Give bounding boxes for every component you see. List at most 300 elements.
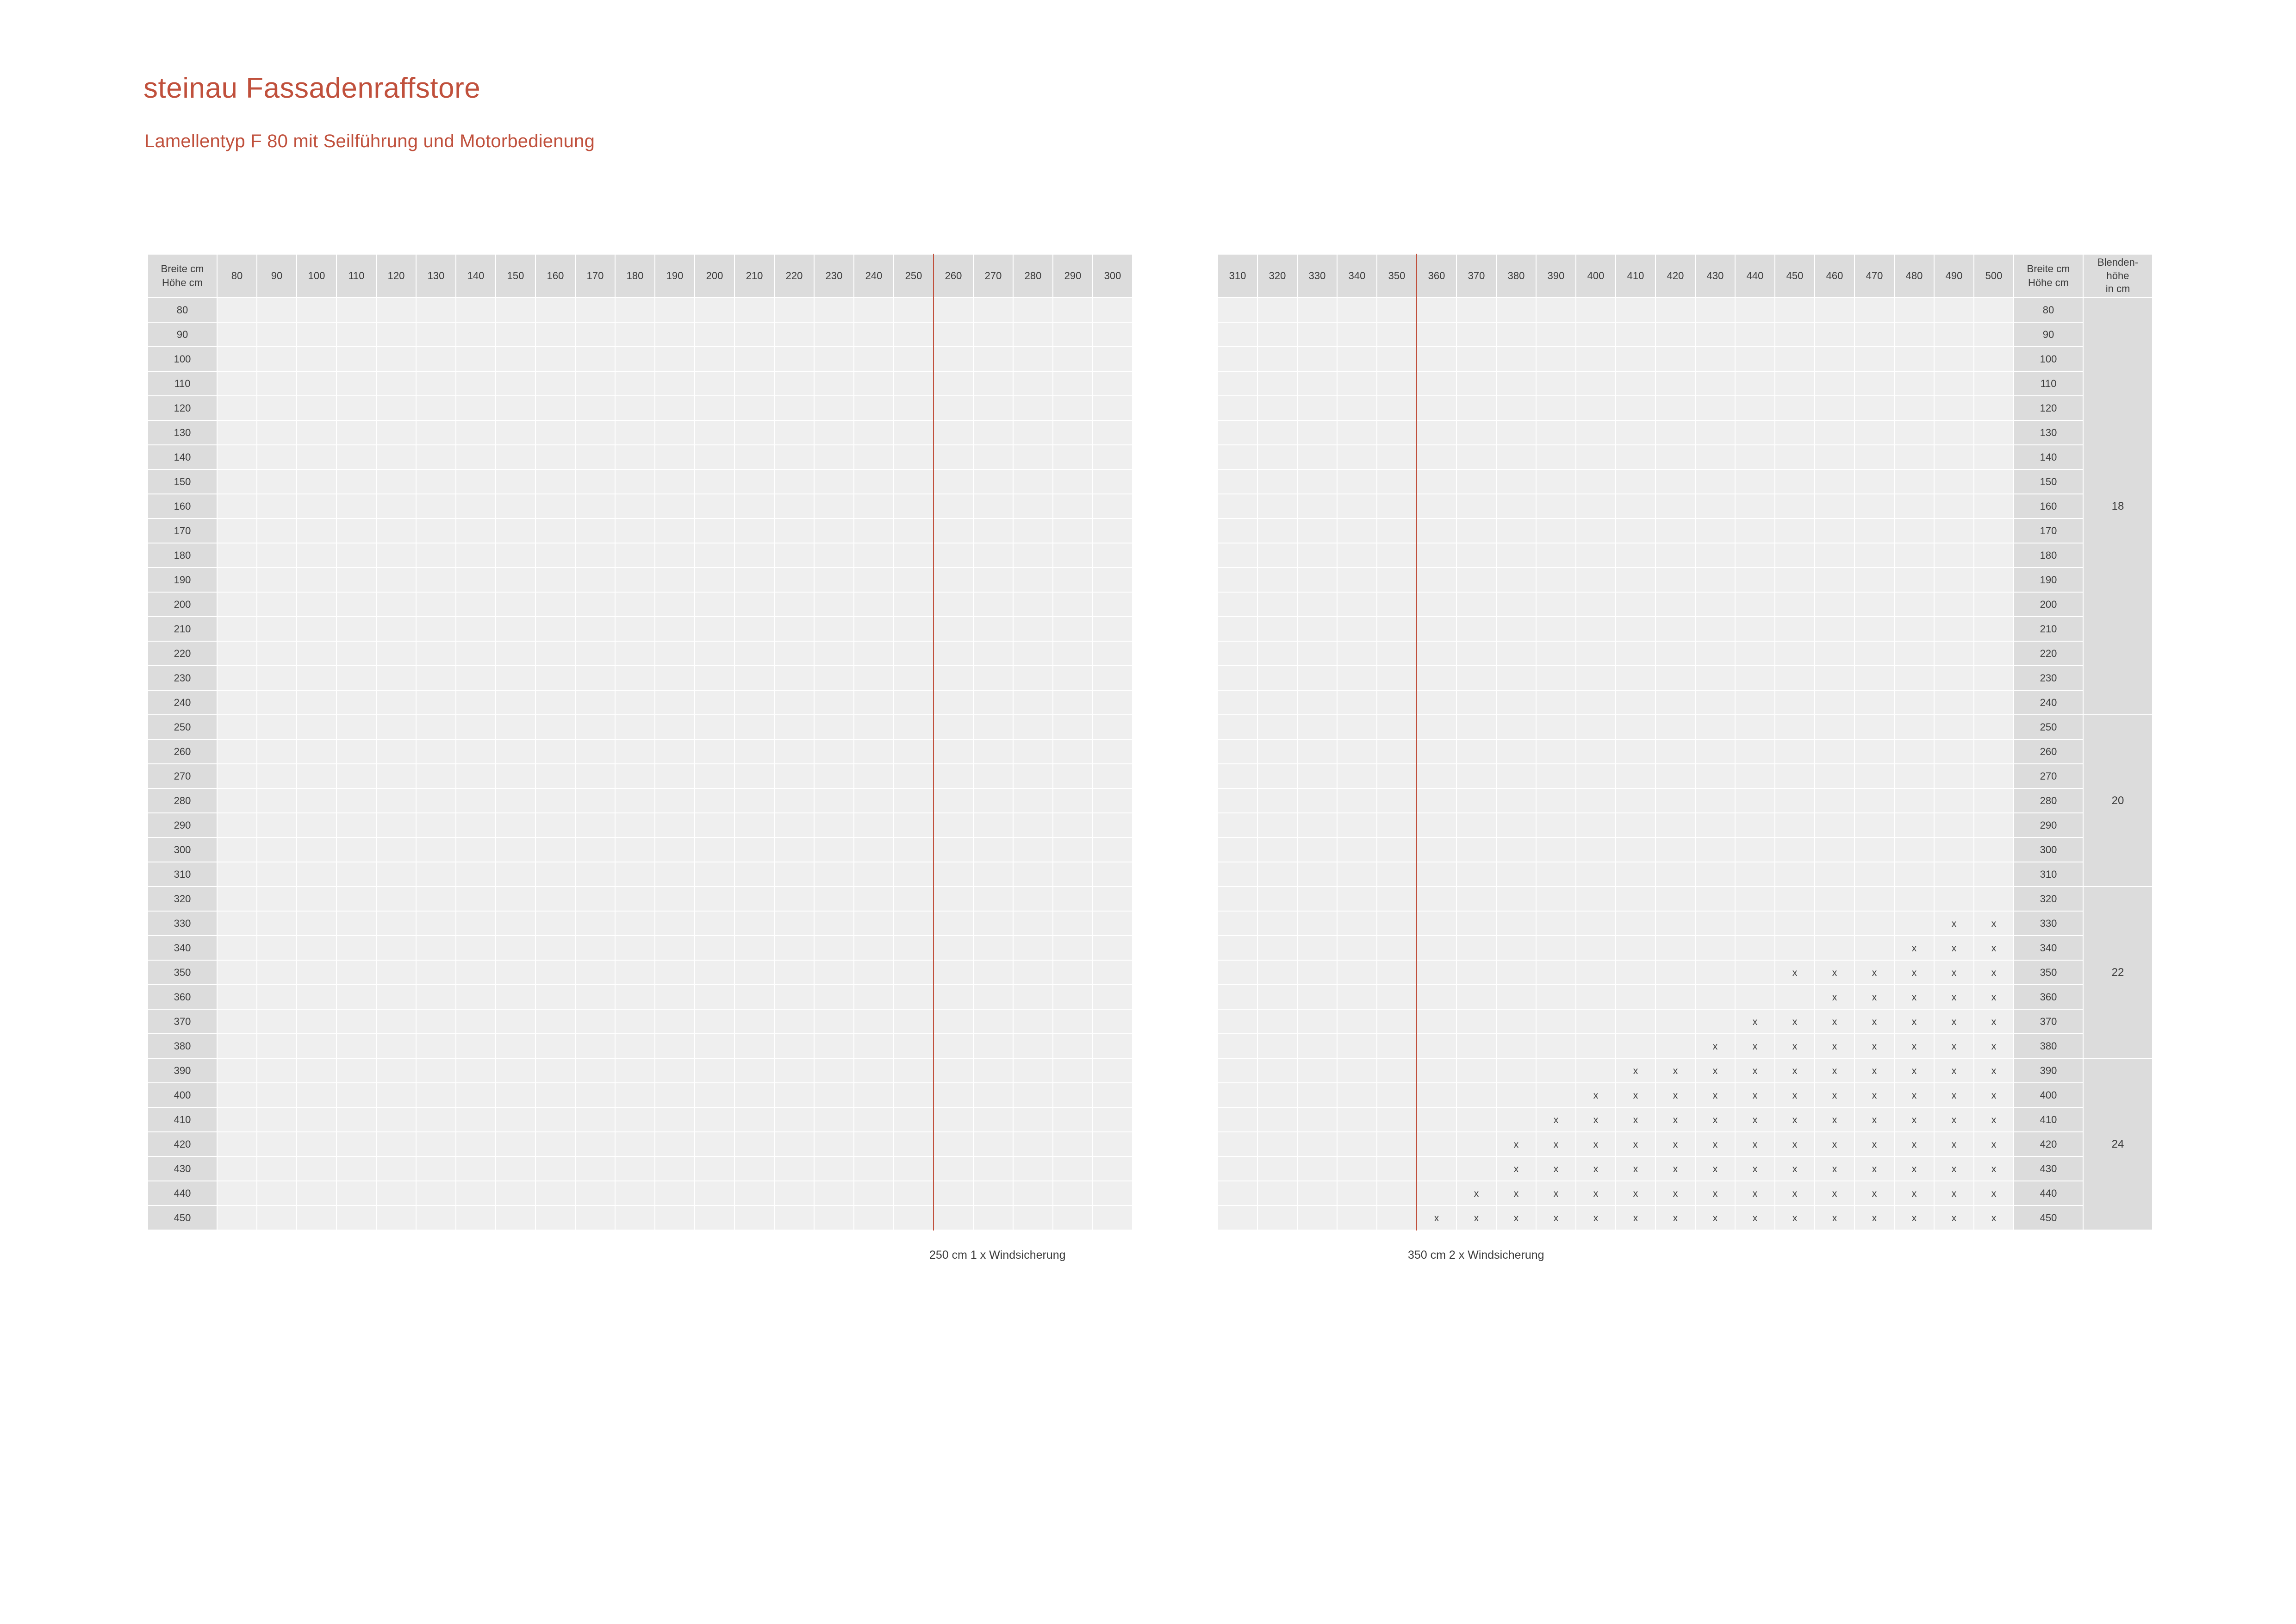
cell-140-340 [1337, 445, 1377, 469]
cell-330-110 [336, 911, 376, 936]
cell-130-450 [1775, 420, 1815, 445]
col-header-260: 260 [933, 254, 973, 298]
cell-430-270 [973, 1156, 1013, 1181]
cell-300-460 [1815, 837, 1854, 862]
mark-x: x [1593, 1212, 1599, 1224]
cell-320-170 [575, 887, 615, 911]
cell-150-190 [655, 469, 695, 494]
mark-x: x [1752, 1065, 1758, 1076]
cell-250-300 [1093, 715, 1132, 739]
cell-220-160 [535, 641, 575, 666]
cell-240-150 [496, 690, 535, 715]
table-row [1218, 1206, 2153, 1230]
cell-450-280 [1013, 1206, 1053, 1230]
col-header-150: 150 [496, 254, 535, 298]
cell-150-450 [1775, 469, 1815, 494]
row-header-290: 290 [2014, 813, 2083, 837]
cell-90-500 [1974, 322, 2014, 347]
cell-150-430 [1695, 469, 1735, 494]
cell-410-300 [1093, 1107, 1132, 1132]
cell-370-370 [1456, 1009, 1496, 1034]
cell-220-410 [1616, 641, 1655, 666]
cell-330-500 [1974, 911, 2014, 936]
table-row [1218, 1132, 2153, 1156]
cell-190-490 [1934, 568, 1974, 592]
cell-150-480 [1894, 469, 1934, 494]
cell-90-380 [1496, 322, 1536, 347]
row-header-380: 380 [148, 1034, 217, 1058]
cell-280-360 [1417, 788, 1456, 813]
cell-410-360 [1417, 1107, 1456, 1132]
cell-450-460 [1815, 1206, 1854, 1230]
cell-300-480 [1894, 837, 1934, 862]
cell-230-350 [1377, 666, 1417, 690]
cell-110-100 [297, 371, 336, 396]
cell-220-210 [734, 641, 774, 666]
cell-200-160 [535, 592, 575, 617]
cell-290-410 [1616, 813, 1655, 837]
cell-200-270 [973, 592, 1013, 617]
cell-140-80 [217, 445, 257, 469]
col-header-210: 210 [734, 254, 774, 298]
cell-350-390 [1536, 960, 1576, 985]
corner-label-hoehe: Höhe cm [162, 277, 203, 288]
cell-250-190 [655, 715, 695, 739]
cell-360-130 [416, 985, 456, 1009]
row-header-270: 270 [148, 764, 217, 788]
cell-280-160 [535, 788, 575, 813]
blende-header-line-3: in cm [2105, 283, 2130, 295]
cell-320-400 [1576, 887, 1616, 911]
cell-110-440 [1735, 371, 1775, 396]
mark-x: x [1872, 992, 1877, 1003]
cell-210-190 [655, 617, 695, 641]
cell-310-220 [774, 862, 814, 887]
table-row [148, 1058, 1132, 1083]
cell-260-500 [1974, 739, 2014, 764]
cell-310-280 [1013, 862, 1053, 887]
cell-210-350 [1377, 617, 1417, 641]
cell-380-340 [1337, 1034, 1377, 1058]
cell-420-460 [1815, 1132, 1854, 1156]
cell-290-350 [1377, 813, 1417, 837]
cell-320-330 [1297, 887, 1337, 911]
cell-190-380 [1496, 568, 1536, 592]
cell-300-410 [1616, 837, 1655, 862]
cell-220-250 [894, 641, 933, 666]
cell-230-450 [1775, 666, 1815, 690]
cell-210-300 [1093, 617, 1132, 641]
table-row [1218, 518, 2153, 543]
cell-430-390 [1536, 1156, 1576, 1181]
cell-150-470 [1854, 469, 1894, 494]
col-header-140: 140 [456, 254, 496, 298]
cell-410-120 [376, 1107, 416, 1132]
cell-120-320 [1257, 396, 1297, 420]
cell-240-380 [1496, 690, 1536, 715]
cell-340-90 [257, 936, 297, 960]
cell-250-270 [973, 715, 1013, 739]
cell-440-480 [1894, 1181, 1934, 1206]
mark-x: x [1553, 1163, 1559, 1174]
cell-160-470 [1854, 494, 1894, 518]
cell-420-410 [1616, 1132, 1655, 1156]
row-header-310: 310 [2014, 862, 2083, 887]
col-header-370: 370 [1456, 254, 1496, 298]
cell-440-270 [973, 1181, 1013, 1206]
cell-220-120 [376, 641, 416, 666]
cell-320-250 [894, 887, 933, 911]
corner-label-breite: Breite cm [2027, 263, 2070, 275]
cell-110-210 [734, 371, 774, 396]
cell-150-490 [1934, 469, 1974, 494]
col-header-400: 400 [1576, 254, 1616, 298]
cell-110-270 [973, 371, 1013, 396]
cell-410-410 [1616, 1107, 1655, 1132]
cell-260-160 [535, 739, 575, 764]
cell-100-270 [973, 347, 1013, 371]
cell-230-490 [1934, 666, 1974, 690]
cell-160-350 [1377, 494, 1417, 518]
cell-390-170 [575, 1058, 615, 1083]
cell-330-330 [1297, 911, 1337, 936]
cell-400-290 [1053, 1083, 1093, 1107]
cell-340-290 [1053, 936, 1093, 960]
cell-80-80 [217, 298, 257, 322]
cell-130-350 [1377, 420, 1417, 445]
cell-420-120 [376, 1132, 416, 1156]
table-row [148, 494, 1132, 518]
cell-140-470 [1854, 445, 1894, 469]
cell-340-500 [1974, 936, 2014, 960]
cell-430-230 [814, 1156, 854, 1181]
cell-370-380 [1496, 1009, 1536, 1034]
cell-360-330 [1297, 985, 1337, 1009]
cell-360-460 [1815, 985, 1854, 1009]
cell-330-300 [1093, 911, 1132, 936]
cell-270-150 [496, 764, 535, 788]
cell-450-150 [496, 1206, 535, 1230]
cell-370-470 [1854, 1009, 1894, 1034]
cell-220-460 [1815, 641, 1854, 666]
cell-190-300 [1093, 568, 1132, 592]
cell-140-250 [894, 445, 933, 469]
cell-380-360 [1417, 1034, 1456, 1058]
cell-420-430 [1695, 1132, 1735, 1156]
cell-410-480 [1894, 1107, 1934, 1132]
cell-260-300 [1093, 739, 1132, 764]
cell-420-320 [1257, 1132, 1297, 1156]
cell-400-270 [973, 1083, 1013, 1107]
mark-x: x [1712, 1090, 1718, 1101]
cell-110-310 [1218, 371, 1257, 396]
cell-380-250 [894, 1034, 933, 1058]
cell-320-290 [1053, 887, 1093, 911]
table-row [148, 592, 1132, 617]
cell-280-320 [1257, 788, 1297, 813]
cell-200-360 [1417, 592, 1456, 617]
cell-380-170 [575, 1034, 615, 1058]
cell-450-360 [1417, 1206, 1456, 1230]
cell-300-90 [257, 837, 297, 862]
cell-440-150 [496, 1181, 535, 1206]
cell-300-180 [615, 837, 655, 862]
cell-370-180 [615, 1009, 655, 1034]
cell-100-400 [1576, 347, 1616, 371]
cell-310-190 [655, 862, 695, 887]
cell-370-450 [1775, 1009, 1815, 1034]
cell-270-210 [734, 764, 774, 788]
cell-430-150 [496, 1156, 535, 1181]
cell-210-470 [1854, 617, 1894, 641]
cell-310-260 [933, 862, 973, 887]
cell-130-260 [933, 420, 973, 445]
cell-230-170 [575, 666, 615, 690]
table-row [1218, 568, 2153, 592]
row-header-170: 170 [148, 518, 217, 543]
cell-150-320 [1257, 469, 1297, 494]
cell-260-240 [854, 739, 894, 764]
row-header-100: 100 [148, 347, 217, 371]
cell-100-100 [297, 347, 336, 371]
cell-370-430 [1695, 1009, 1735, 1034]
cell-290-490 [1934, 813, 1974, 837]
cell-370-290 [1053, 1009, 1093, 1034]
mark-x: x [1951, 1163, 1957, 1174]
cell-160-80 [217, 494, 257, 518]
cell-260-110 [336, 739, 376, 764]
col-header-360: 360 [1417, 254, 1456, 298]
table-row [1218, 445, 2153, 469]
col-header-380: 380 [1496, 254, 1536, 298]
cell-190-440 [1735, 568, 1775, 592]
cell-330-190 [655, 911, 695, 936]
cell-180-200 [695, 543, 734, 568]
mark-x: x [1752, 1188, 1758, 1199]
mark-x: x [1792, 1041, 1798, 1052]
cell-90-330 [1297, 322, 1337, 347]
cell-90-120 [376, 322, 416, 347]
col-header-410: 410 [1616, 254, 1655, 298]
cell-120-230 [814, 396, 854, 420]
cell-310-470 [1854, 862, 1894, 887]
cell-110-120 [376, 371, 416, 396]
cell-90-340 [1337, 322, 1377, 347]
cell-200-80 [217, 592, 257, 617]
cell-320-150 [496, 887, 535, 911]
mark-x: x [1752, 1041, 1758, 1052]
cell-300-150 [496, 837, 535, 862]
cell-100-350 [1377, 347, 1417, 371]
cell-200-330 [1297, 592, 1337, 617]
cell-440-310 [1218, 1181, 1257, 1206]
table-row [1218, 298, 2153, 322]
cell-210-450 [1775, 617, 1815, 641]
table-row [148, 1156, 1132, 1181]
cell-140-170 [575, 445, 615, 469]
cell-280-400 [1576, 788, 1616, 813]
cell-310-500 [1974, 862, 2014, 887]
cell-340-150 [496, 936, 535, 960]
cell-190-80 [217, 568, 257, 592]
cell-230-390 [1536, 666, 1576, 690]
cell-450-190 [655, 1206, 695, 1230]
cell-440-290 [1053, 1181, 1093, 1206]
cell-360-340 [1337, 985, 1377, 1009]
cell-250-150 [496, 715, 535, 739]
cell-300-80 [217, 837, 257, 862]
cell-220-470 [1854, 641, 1894, 666]
cell-410-450 [1775, 1107, 1815, 1132]
mark-x: x [1633, 1163, 1638, 1174]
cell-250-370 [1456, 715, 1496, 739]
cell-230-90 [257, 666, 297, 690]
cell-220-390 [1536, 641, 1576, 666]
cell-290-430 [1695, 813, 1735, 837]
mark-x: x [1951, 1041, 1957, 1052]
cell-290-180 [615, 813, 655, 837]
cell-440-300 [1093, 1181, 1132, 1206]
cell-120-190 [655, 396, 695, 420]
row-header-230: 230 [2014, 666, 2083, 690]
cell-250-220 [774, 715, 814, 739]
cell-150-390 [1536, 469, 1576, 494]
table-row [148, 887, 1132, 911]
cell-240-330 [1297, 690, 1337, 715]
cell-260-480 [1894, 739, 1934, 764]
cell-100-470 [1854, 347, 1894, 371]
cell-190-370 [1456, 568, 1496, 592]
table-row [148, 739, 1132, 764]
cell-120-420 [1655, 396, 1695, 420]
cell-360-490 [1934, 985, 1974, 1009]
cell-400-140 [456, 1083, 496, 1107]
cell-270-300 [1093, 764, 1132, 788]
cell-270-330 [1297, 764, 1337, 788]
cell-440-130 [416, 1181, 456, 1206]
cell-140-360 [1417, 445, 1456, 469]
cell-110-280 [1013, 371, 1053, 396]
cell-80-350 [1377, 298, 1417, 322]
cell-160-340 [1337, 494, 1377, 518]
cell-190-350 [1377, 568, 1417, 592]
cell-200-120 [376, 592, 416, 617]
cell-120-270 [973, 396, 1013, 420]
cell-240-230 [814, 690, 854, 715]
cell-410-420 [1655, 1107, 1695, 1132]
cell-410-130 [416, 1107, 456, 1132]
mark-x: x [1951, 1016, 1957, 1027]
cell-260-420 [1655, 739, 1695, 764]
mark-x: x [1593, 1114, 1599, 1125]
cell-380-220 [774, 1034, 814, 1058]
cell-280-210 [734, 788, 774, 813]
cell-90-440 [1735, 322, 1775, 347]
cell-300-320 [1257, 837, 1297, 862]
cell-140-160 [535, 445, 575, 469]
cell-260-210 [734, 739, 774, 764]
mark-x: x [1792, 1090, 1798, 1101]
cell-390-200 [695, 1058, 734, 1083]
cell-340-330 [1297, 936, 1337, 960]
cell-280-350 [1377, 788, 1417, 813]
cell-200-420 [1655, 592, 1695, 617]
cell-260-360 [1417, 739, 1456, 764]
cell-410-250 [894, 1107, 933, 1132]
cell-80-490 [1934, 298, 1974, 322]
mark-x: x [1513, 1163, 1519, 1174]
cell-300-270 [973, 837, 1013, 862]
cell-230-230 [814, 666, 854, 690]
cell-290-160 [535, 813, 575, 837]
cell-150-280 [1013, 469, 1053, 494]
cell-220-100 [297, 641, 336, 666]
cell-140-300 [1093, 445, 1132, 469]
table-row [1218, 936, 2153, 960]
cell-150-410 [1616, 469, 1655, 494]
cell-340-270 [973, 936, 1013, 960]
cell-450-270 [973, 1206, 1013, 1230]
cell-190-160 [535, 568, 575, 592]
table-row [1218, 715, 2153, 739]
col-header-80: 80 [217, 254, 257, 298]
cell-220-90 [257, 641, 297, 666]
cell-440-210 [734, 1181, 774, 1206]
cell-270-470 [1854, 764, 1894, 788]
cell-180-230 [814, 543, 854, 568]
cell-370-350 [1377, 1009, 1417, 1034]
cell-330-210 [734, 911, 774, 936]
cell-390-80 [217, 1058, 257, 1083]
mark-x: x [1832, 1016, 1837, 1027]
mark-x: x [1832, 1065, 1837, 1076]
row-header-370: 370 [2014, 1009, 2083, 1034]
cell-230-120 [376, 666, 416, 690]
cell-150-290 [1053, 469, 1093, 494]
cell-400-450 [1775, 1083, 1815, 1107]
cell-430-210 [734, 1156, 774, 1181]
cell-90-390 [1536, 322, 1576, 347]
cell-350-230 [814, 960, 854, 985]
cell-250-460 [1815, 715, 1854, 739]
cell-200-260 [933, 592, 973, 617]
cell-230-130 [416, 666, 456, 690]
row-header-210: 210 [148, 617, 217, 641]
cell-440-420 [1655, 1181, 1695, 1206]
cell-410-340 [1337, 1107, 1377, 1132]
cell-100-210 [734, 347, 774, 371]
cell-400-330 [1297, 1083, 1337, 1107]
cell-330-420 [1655, 911, 1695, 936]
cell-130-420 [1655, 420, 1695, 445]
cell-110-130 [416, 371, 456, 396]
cell-250-180 [615, 715, 655, 739]
cell-350-240 [854, 960, 894, 985]
cell-160-400 [1576, 494, 1616, 518]
cell-80-280 [1013, 298, 1053, 322]
cell-440-350 [1377, 1181, 1417, 1206]
cell-100-440 [1735, 347, 1775, 371]
cell-430-400 [1576, 1156, 1616, 1181]
mark-x: x [1593, 1163, 1599, 1174]
cell-140-310 [1218, 445, 1257, 469]
cell-290-220 [774, 813, 814, 837]
cell-450-240 [854, 1206, 894, 1230]
cell-390-90 [257, 1058, 297, 1083]
cell-160-430 [1695, 494, 1735, 518]
cell-160-360 [1417, 494, 1456, 518]
cell-180-290 [1053, 543, 1093, 568]
